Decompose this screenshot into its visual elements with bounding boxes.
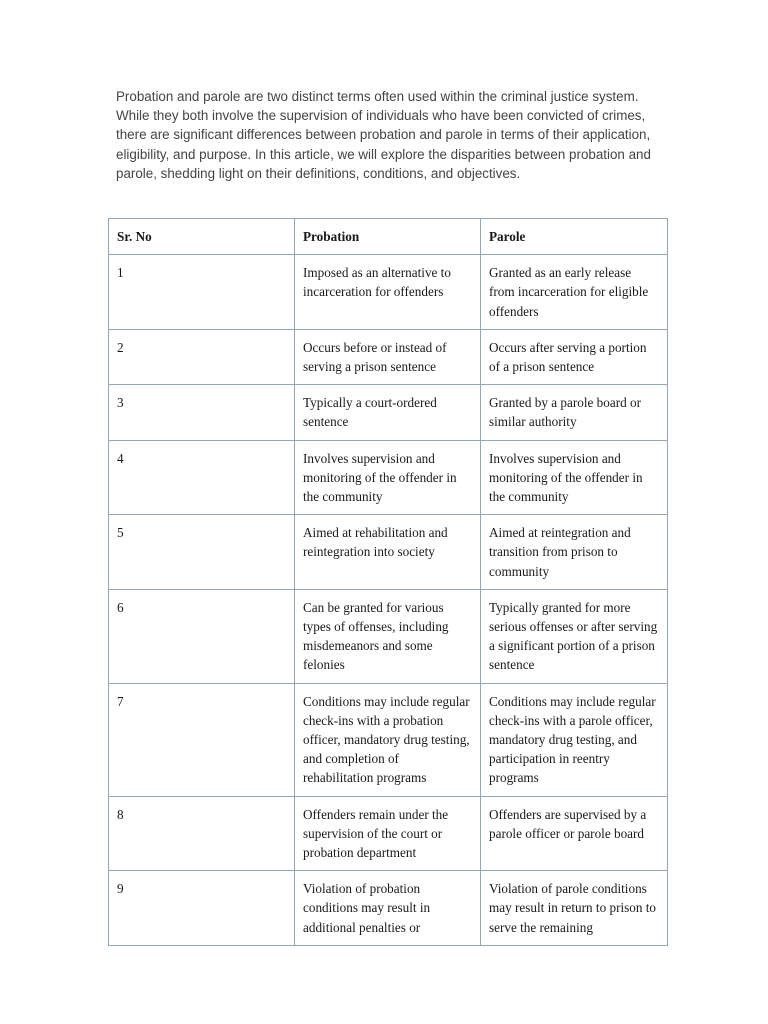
cell-parole: Involves supervision and monitoring of the offender in the community: [481, 440, 668, 515]
cell-sr-no: 4: [109, 440, 295, 515]
cell-sr-no: 1: [109, 255, 295, 330]
cell-probation: Aimed at rehabilitation and reintegration into society: [295, 515, 481, 590]
table-row: [109, 589, 668, 683]
cell-sr-no: 8: [109, 796, 295, 871]
table-row: [109, 329, 668, 384]
cell-sr-no: 3: [109, 385, 295, 440]
table-row: [109, 255, 668, 330]
table-row: [109, 385, 668, 440]
cell-probation: Offenders remain under the supervision of the court or probation department: [295, 796, 481, 871]
table-row: [109, 871, 668, 946]
cell-probation: Can be granted for various types of offenses, including misdemeanors and some felonies: [295, 589, 481, 683]
header-parole: Parole: [481, 219, 668, 255]
table-row: [109, 796, 668, 871]
cell-sr-no: 9: [109, 871, 295, 946]
cell-probation: Involves supervision and monitoring of the offender in the community: [295, 440, 481, 515]
cell-probation: Occurs before or instead of serving a prison sentence: [295, 329, 481, 384]
table-header-row: [109, 219, 668, 255]
cell-probation: Violation of probation conditions may result in additional penalties or: [295, 871, 481, 946]
cell-sr-no: 7: [109, 683, 295, 796]
cell-probation: Typically a court-ordered sentence: [295, 385, 481, 440]
cell-sr-no: 5: [109, 515, 295, 590]
cell-parole: Granted as an early release from incarceration for eligible offenders: [481, 255, 668, 330]
cell-probation: Imposed as an alternative to incarceration for offenders: [295, 255, 481, 330]
intro-paragraph: Probation and parole are two distinct terms often used within the criminal justice system. While they both involve the supervision of individuals who have been convicted of crimes, there are significant differences between probation and parole in terms of their application, eligibility, and purpose. In this article, we will explore the disparities between probation and parole, shedding light on their definitions, conditions, and objectives.: [116, 89, 651, 181]
cell-parole: Granted by a parole board or similar authority: [481, 385, 668, 440]
header-probation: Probation: [295, 219, 481, 255]
cell-parole: Violation of parole conditions may result in return to prison to serve the remaining: [481, 871, 668, 946]
cell-sr-no: 6: [109, 589, 295, 683]
comparison-table: [108, 218, 668, 946]
cell-probation: Conditions may include regular check-ins with a probation officer, mandatory drug testing, and completion of rehabilitation programs: [295, 683, 481, 796]
cell-sr-no: 2: [109, 329, 295, 384]
table-row: [109, 515, 668, 590]
cell-parole: Aimed at reintegration and transition from prison to community: [481, 515, 668, 590]
table-row: [109, 683, 668, 796]
cell-parole: Conditions may include regular check-ins with a parole officer, mandatory drug testing, and participation in reentry programs: [481, 683, 668, 796]
header-sr-no: Sr. No: [109, 219, 295, 255]
cell-parole: Occurs after serving a portion of a prison sentence: [481, 329, 668, 384]
cell-parole: Typically granted for more serious offenses or after serving a significant portion of a prison sentence: [481, 589, 668, 683]
table-row: [109, 440, 668, 515]
cell-parole: Offenders are supervised by a parole officer or parole board: [481, 796, 668, 871]
